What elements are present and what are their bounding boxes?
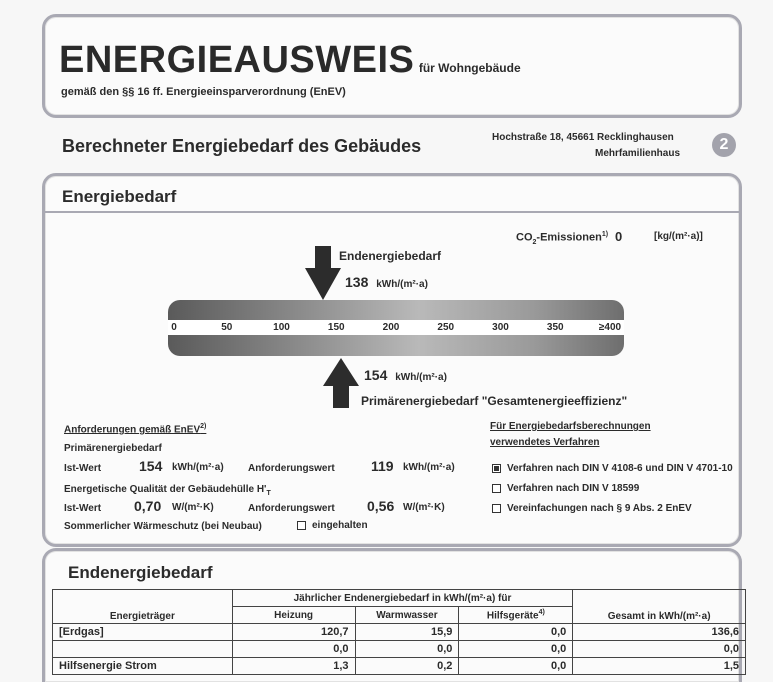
sommer-checkbox[interactable] — [297, 521, 306, 530]
page-number-badge — [712, 133, 736, 157]
verfahren-checkbox-2[interactable] — [492, 504, 501, 513]
document-title-suffix: für Wohngebäude — [418, 61, 521, 75]
energietraeger-cell: Hilfsenergie Strom — [53, 658, 233, 675]
verfahren-option-label: Verfahren nach DIN V 4108-6 und DIN V 4701-10 — [507, 463, 733, 474]
primaer-anf-value: 119 — [371, 458, 394, 474]
anforderungen-heading-text: Anforderungen gemäß EnEV — [64, 424, 201, 436]
table-row — [53, 658, 746, 675]
gesamt-cell: 136,6 — [573, 624, 746, 641]
column-header-gesamt: Gesamt in kWh/(m²·a) — [573, 590, 746, 624]
table-row — [53, 624, 746, 641]
verfahren-option[interactable] — [492, 479, 733, 499]
sommer-option[interactable] — [297, 520, 368, 531]
sommer-label: Sommerlicher Wärmeschutz (bei Neubau) — [64, 521, 262, 532]
scale-tick-label: 0 — [171, 322, 177, 333]
anforderungen-heading — [64, 423, 206, 435]
hilfsgeraete-footnote: 4) — [538, 608, 545, 616]
huelle-subscript: T — [266, 490, 271, 497]
section-title: Berechneter Energiebedarf des Gebäudes — [62, 136, 422, 156]
scale-tick-label: 100 — [273, 322, 290, 333]
gesamt-cell: 1,5 — [573, 658, 746, 675]
building-address: Hochstraße 18, 45661 Recklinghausen — [492, 132, 674, 143]
verfahren-option[interactable] — [492, 459, 733, 479]
huelle-heading — [64, 484, 271, 497]
table-row — [53, 641, 746, 658]
scale-tick-label: 250 — [437, 322, 455, 333]
primaer-ist-value: 154 — [139, 458, 163, 474]
column-header-energietraeger: Energieträger — [53, 590, 233, 624]
huelle-heading-text: Energetische Qualität der Gebäudehülle H' — [64, 484, 267, 495]
heizung-cell: 1,3 — [232, 658, 355, 675]
warmwasser-cell: 0,0 — [355, 641, 459, 658]
document-title-row — [59, 39, 521, 82]
hilfsgeraete-cell: 0,0 — [459, 658, 573, 675]
co2-label — [516, 231, 608, 246]
warmwasser-cell: 15,9 — [355, 624, 459, 641]
huelle-anf-value: 0,56 — [367, 498, 395, 514]
hilfsgeraete-cell: 0,0 — [459, 641, 573, 658]
table-header-row — [53, 590, 746, 607]
primaer-anf-label: Anforderungswert — [248, 463, 335, 474]
verfahren-option-label: Vereinfachungen nach § 9 Abs. 2 EnEV — [507, 503, 692, 514]
hilfsgeraete-cell: 0,0 — [459, 624, 573, 641]
energietraeger-cell: [Erdgas] — [53, 624, 233, 641]
primaer-value-row — [364, 367, 447, 383]
primaer-anf-unit: kWh/(m²·a) — [403, 462, 455, 473]
scale-tick-label: 200 — [382, 322, 400, 333]
scale-tick-label: ≥400 — [598, 322, 622, 333]
primaer-unit: kWh/(m²·a) — [395, 372, 447, 383]
endenergiebedarf-heading: Endenergiebedarf — [68, 563, 213, 582]
verfahren-option-label: Verfahren nach DIN V 18599 — [507, 483, 640, 494]
column-header-hilfsgeraete — [459, 607, 573, 624]
verfahren-checkbox-1[interactable] — [492, 484, 501, 493]
endenergie-value-row — [345, 274, 428, 290]
co2-subscript: 2 — [532, 238, 537, 246]
verfahren-option[interactable] — [492, 499, 733, 519]
huelle-ist-label: Ist-Wert — [64, 503, 102, 514]
endenergie-arrow-icon — [303, 246, 343, 302]
co2-unit: [kg/(m²·a)] — [654, 231, 703, 242]
endenergie-value: 138 — [345, 274, 369, 290]
scale-tick-label: 350 — [546, 322, 564, 333]
huelle-ist-value: 0,70 — [134, 498, 162, 514]
heizung-cell: 120,7 — [232, 624, 355, 641]
header-box — [42, 14, 742, 118]
column-group-header: Jährlicher Endenergiebedarf in kWh/(m²·a) für — [232, 590, 573, 607]
huelle-anf-unit: W/(m²·K) — [403, 502, 445, 513]
verfahren-heading-line1: Für Energiebedarfsberechnungen — [490, 421, 651, 432]
sommer-option-label: eingehalten — [312, 520, 368, 531]
co2-label-rest: -Emissionen — [536, 231, 602, 244]
page-number: 2 — [719, 136, 729, 153]
column-header-warmwasser: Warmwasser — [355, 607, 459, 624]
document-title: ENERGIEAUSWEIS — [59, 39, 415, 81]
heizung-cell: 0,0 — [232, 641, 355, 658]
primaer-label: Primärenergiebedarf "Gesamtenergieeffizienz" — [361, 394, 628, 408]
hilfsgeraete-label: Hilfsgeräte — [486, 610, 539, 622]
gesamt-cell: 0,0 — [573, 641, 746, 658]
co2-value: 0 — [615, 229, 623, 244]
primaerenergie-arrow-icon — [321, 358, 361, 408]
document-subtitle: gemäß den §§ 16 ff. Energieeinsparverordnung (EnEV) — [61, 86, 346, 98]
endenergie-unit: kWh/(m²·a) — [376, 279, 428, 290]
endenergie-label: Endenergiebedarf — [339, 249, 442, 263]
building-type: Mehrfamilienhaus — [595, 148, 681, 159]
warmwasser-cell: 0,2 — [355, 658, 459, 675]
primaer-ist-label: Ist-Wert — [64, 463, 102, 474]
huelle-anf-label: Anforderungswert — [248, 503, 335, 514]
verfahren-heading — [490, 419, 651, 451]
co2-label-prefix: CO — [516, 231, 533, 244]
column-header-heizung: Heizung — [232, 607, 355, 624]
huelle-ist-unit: W/(m²·K) — [172, 502, 214, 513]
scale-tick-label: 50 — [221, 322, 233, 333]
verfahren-checkbox-0[interactable] — [492, 464, 501, 473]
primaer-heading: Primärenergiebedarf — [64, 443, 162, 454]
primaer-ist-unit: kWh/(m²·a) — [172, 462, 224, 473]
scale-tick-label: 150 — [327, 322, 345, 333]
primaer-value: 154 — [364, 367, 388, 383]
scale-tick-label: 300 — [492, 322, 509, 333]
co2-footnote: 1) — [601, 231, 609, 238]
verfahren-options — [492, 459, 733, 519]
verfahren-heading-line2: verwendetes Verfahren — [490, 437, 600, 448]
energiebedarf-heading: Energiebedarf — [62, 187, 177, 206]
energietraeger-cell — [53, 641, 233, 658]
energiebedarf-divider — [44, 211, 740, 213]
anforderungen-footnote: 2) — [200, 423, 207, 430]
endenergiebedarf-table — [52, 589, 746, 675]
